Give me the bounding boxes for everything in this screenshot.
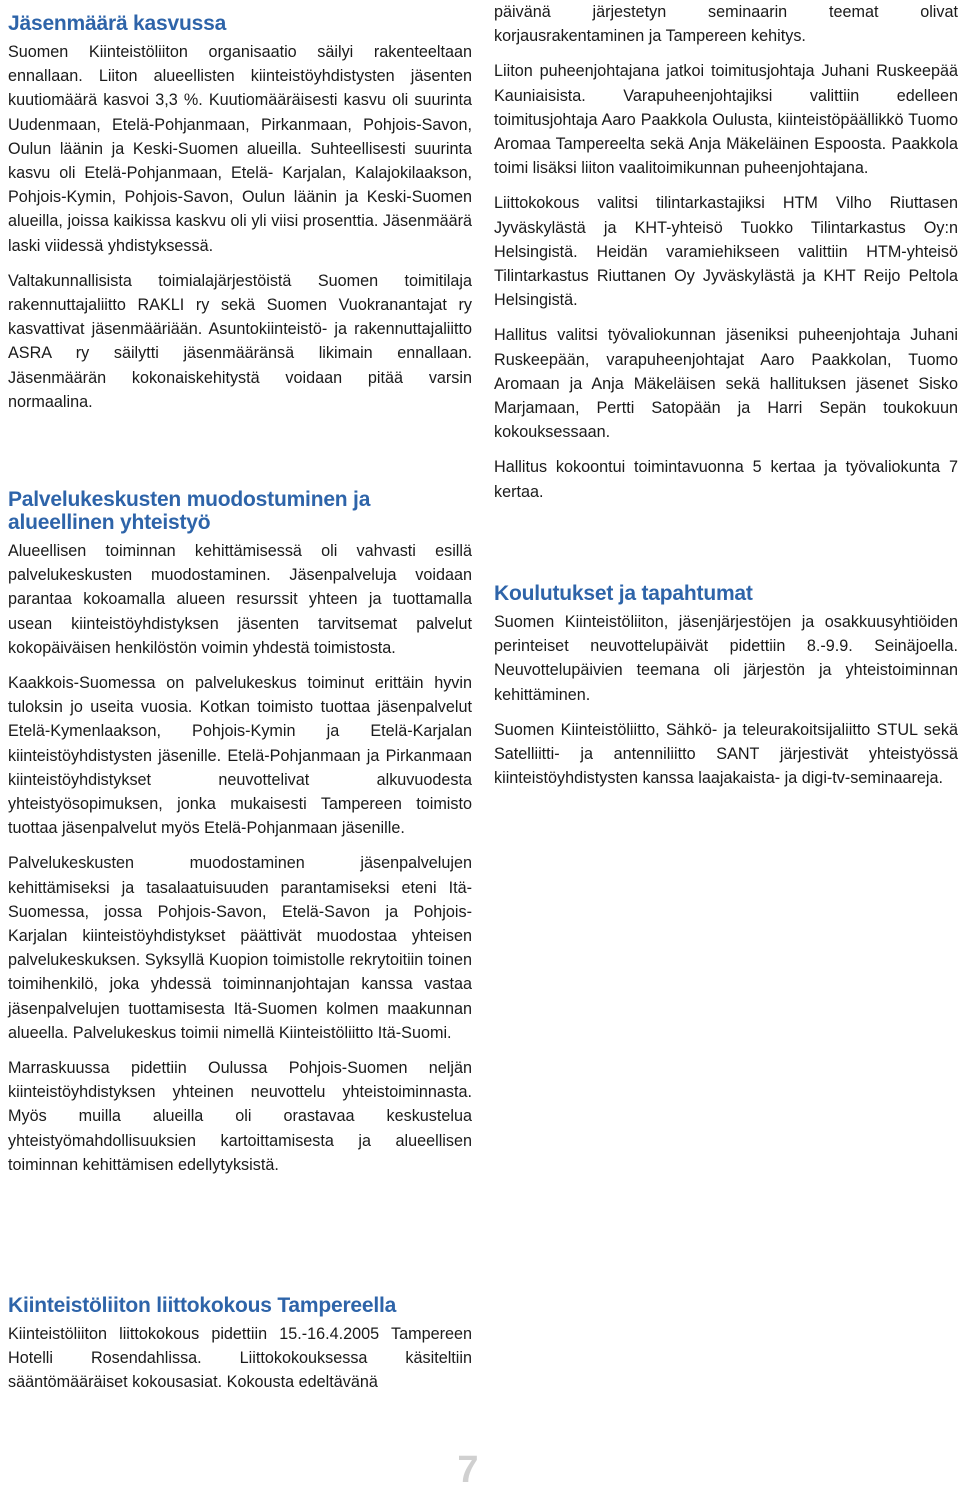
paragraph: Alueellisen toiminnan kehittämisessä oli vahvasti esillä palvelukeskusten muodostaminen. Jäsenpalveluja voidaan parantaa kokoamalla alueen resurssit yhteen ja tuottamalla usean kiinteistöyhdistyksen jäsenten tarvitsemat palvelut kokopäiväisen henkilöstön voimin yhdestä toimistosta. (8, 542, 472, 657)
paragraph: Valtakunnallisista toimialajärjestöistä Suomen toimitilaja rakennuttajaliitto RAKLI ry sekä Suomen Vuokranantajat ry kasvattivat jäsenmääriään. Asuntokiinteistö- ja rakennuttajaliitto ASRA ry säilytti jäsenmääränsä likimain ennallaan. Jäsenmäärän kokonaiskehitystä voidaan pitää varsin normaalina. (8, 271, 472, 411)
section-heading: Kiinteistöliiton liittokokous Tampereella (8, 1294, 397, 1317)
section-heading: Koulutukset ja tapahtumat (494, 582, 753, 605)
paragraph: Kaakkois-Suomessa on palvelukeskus toiminut erittäin hyvin tuloksin jo useita vuosia. Kotkan toimisto tuottaa jäsenpalvelut Etelä-Kymenlaakson, Pohjois-Kymin ja Etelä-Karjalan kiinteistöyhdistysten jäsenille. Etelä-Pohjanmaan ja Pirkanmaan kiinteistöyhdistykset neuvottelivat alkuvuodesta yhteistyösopimuksen, jonka mukaisesti Tampereen toimisto tuottaa jäsenpalvelut myös Etelä-Pohjanmaan jäsenille. (8, 674, 472, 838)
section-trainings-events (494, 582, 958, 790)
section-membership-growth (8, 12, 472, 414)
section-heading (8, 488, 472, 534)
paragraph: Liiton puheenjohtajana jatkoi toimitusjohtaja Juhani Ruskeepää Kauniaisista. Varapuheenjohtajiksi valittiin edelleen toimitusjohtaja Aaro Paakkola Oulusta, kiinteistöpäällikkö Tuomo Aromaa Tampereelta sekä Anja Mäkeläinen Espoosta. Paakkola toimi lisäksi liiton vaalitoimikunnan puheenjohtajana. (494, 62, 958, 178)
section-congress-continued (494, 0, 958, 504)
paragraph: Marraskuussa pidettiin Oulussa Pohjois-Suomen neljän kiinteistöyhdistyksen yhteinen neuvottelu yhteistoiminnasta. Myös muilla alueilla oli orastavaa keskustelua yhteistyömahdollisuuksien kartoittamisesta ja alueellisen toiminnan kehittämisen edellytyksistä. (8, 1059, 472, 1174)
section-heading-line: alueellinen yhteistyö (8, 511, 211, 534)
section-heading: Jäsenmäärä kasvussa (8, 12, 227, 35)
page-number: 7 (457, 1449, 479, 1491)
paragraph: Suomen Kiinteistöliiton, jäsenjärjestöjen ja osakkuusyhtiöiden perinteiset neuvottelupäivät pidettiin 8.-9.9. Seinäjoella. Neuvottelupäivien teemana oli järjestön ja yhteistoiminnan kehittäminen. (494, 613, 958, 704)
section-heading-line: Palvelukeskusten muodostuminen ja (8, 488, 371, 511)
paragraph: Suomen Kiinteistöliiton organisaatio säilyi rakenteeltaan ennallaan. Liiton alueellisten kiinteistöyhdistysten jäsenten kuutiomäärä kasvoi 3,3 %. Kuutiomääräisesti kasvu oli suurinta Uudenmaan, Etelä-Pohjanmaan, Pirkanmaan, Pohjois-Savon, Oulun läänin ja Keski-Suomen alueilla. Suhteellisesti suurinta kasvu oli Etelä-Pohjanmaan, Etelä- Karjalan, Kalajokilaakson, Pohjois-Kymin, Pohjois-Savon, Oulun läänin ja Keski-Suomen alueilla, joissa kaikissa kaskvu oli yli viisi prosenttia. Jäsenmäärä laski viidessä yhdistyksessä. (8, 43, 472, 255)
paragraph: Kiinteistöliiton liittokokous pidettiin 15.-16.4.2005 Tampereen Hotelli Rosendahlissa. Liittokokouksessa käsiteltiin sääntömääräiset kokousasiat. Kokousta edeltävänä (8, 1325, 472, 1392)
section-service-centers (8, 488, 472, 1177)
paragraph: Palvelukeskusten muodostaminen jäsenpalvelujen kehittämiseksi ja tasalaatuisuuden parantamiseksi eteni Itä-Suomessa, jossa Pohjois-Savon, Etelä-Savon ja Pohjois-Karjalan kiinteistöyhdistykset päättivät muodostaa yhteisen palvelukeskuksen. Syksyllä Kuopion toimistolle rekrytoitiin toinen toimihenkilö, joka yhdessä toiminnanjohtajan kanssa vastaa jäsenpalvelujen tuottamisesta Itä-Suomen kolmen maakunnan alueella. Palvelukeskus toimii nimellä Kiinteistöliitto Itä-Suomi. (8, 854, 472, 1042)
paragraph: Hallitus valitsi työvaliokunnan jäseniksi puheenjohtaja Juhani Ruskeepään, varapuheenjohtajat Aaro Paakkolan, Tuomo Aromaan ja Anja Mäkeläisen sekä hallituksen jäsenet Sisko Marjamaan, Pertti Satopään ja Harri Sepän toukokuun kokouksessaan. (494, 326, 958, 442)
paragraph: Hallitus kokoontui toimintavuonna 5 kertaa ja työvaliokunta 7 kertaa. (494, 458, 958, 501)
section-congress (8, 1294, 472, 1395)
paragraph: Suomen Kiinteistöliitto, Sähkö- ja teleurakoitsijaliitto STUL sekä Satelliitti- ja antenniliitto SANT järjestivät yhteistyössä kiinteistöyhdistysten kanssa laajakaista- ja digi-tv-seminaareja. (494, 720, 958, 788)
paragraph: päivänä järjestetyn seminaarin teemat olivat korjausrakentaminen ja Tampereen kehitys. (494, 3, 958, 46)
paragraph: Liittokokous valitsi tilintarkastajiksi HTM Vilho Riuttasen Jyväskylästä ja KHT-yhteisö Tuokko Tilintarkastus Oy:n Helsingistä. Heidän varamiehikseen valittiin HTM-yhteisö Tilintarkastus Riuttanen Oy Jyväskylästä ja KHT Reijo Peltola Helsingistä. (494, 194, 958, 310)
